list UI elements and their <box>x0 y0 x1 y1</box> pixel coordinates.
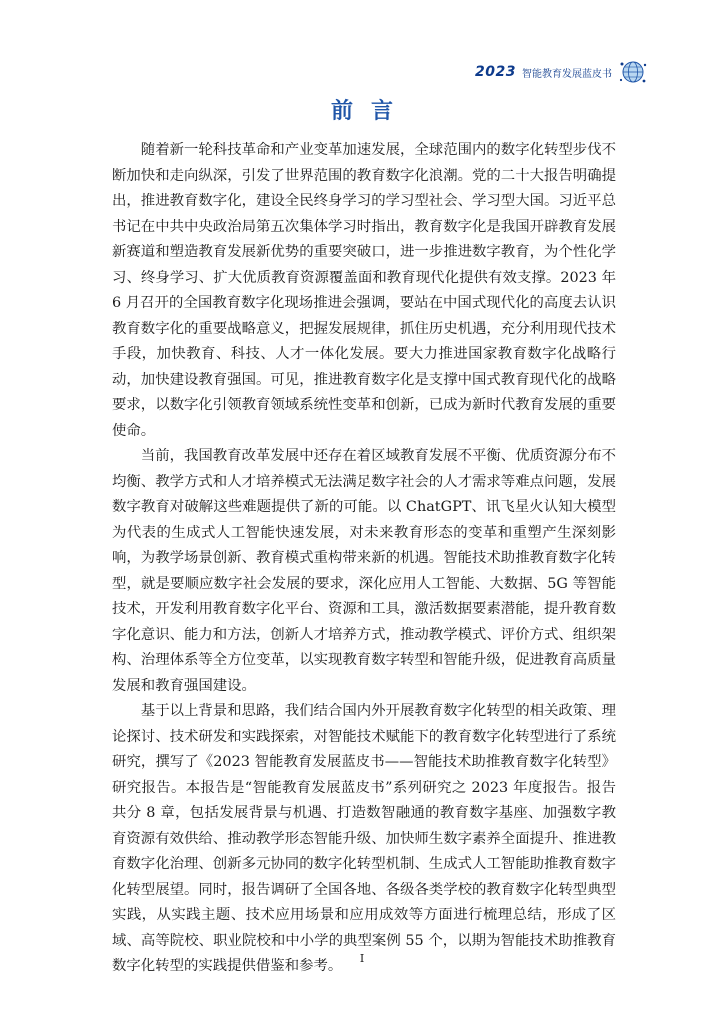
running-header <box>475 58 648 86</box>
globe-icon <box>618 59 648 85</box>
page-number: I <box>359 952 365 965</box>
page-title: 前言 <box>330 99 411 124</box>
paragraph: 当前，我国教育改革发展中还存在着区域教育发展不平衡、优质资源分布不均衡、教学方式和人才培养模式无法满足数字社会的人才需求等难点问题，发展数字教育对破解这些难题提供了新的可能。以 ChatGPT、讯飞星火认知大模型为代表的生成式人工智能快速发展，对未来教育形态的变革和重塑产生深刻影响，为教学场景创新、教育模式重构带来新的机遇。智能技术助推教育数字化转型，就是要顺应数字社会发展的要求，深化应用人工智能、大数据、5G 等智能技术，开发利用教育数字化平台、资源和工具，激活数据要素潜能，提升教育数字化意识、能力和方法，创新人才培养方式，推动教学模式、评价方式、组织架构、治理体系等全方位变革，以实现教育数字转型和智能升级，促进教育高质量发展和教育强国建设。 <box>112 448 616 694</box>
header-title: 智能教育发展蓝皮书 <box>522 68 612 80</box>
preface-body <box>112 138 616 980</box>
paragraph: 随着新一轮科技革命和产业变革加速发展，全球范围内的数字化转型步伐不断加快和走向纵深，引发了世界范围的教育数字化浪潮。党的二十大报告明确提出，推进教育数字化，建设全民终身学习的学习型社会、学习型大国。习近平总书记在中共中央政治局第五次集体学习时指出，教育数字化是我国开辟教育发展新赛道和塑造教育发展新优势的重要突破口，进一步推进数字教育，为个性化学习、终身学习、扩大优质教育资源覆盖面和教育现代化提供有效支撑。2023 年 6 月召开的全国教育数字化现场推进会强调，要站在中国式现代化的高度去认识教育数字化的重要战略意义，把握发展规律，抓住历史机遇，充分利用现代技术手段，加快教育、科技、人才一体化发展。要大力推进国家教育数字化战略行动，加快建设教育强国。可见，推进教育数字化是支撑中国式教育现代化的战略要求，以数字化引领教育领域系统性变革和创新，已成为新时代教育发展的重要使命。 <box>112 142 616 439</box>
paragraph: 基于以上背景和思路，我们结合国内外开展教育数字化转型的相关政策、理论探讨、技术研发和实践探索，对智能技术赋能下的教育数字化转型进行了系统研究，撰写了《2023 智能教育发展蓝皮书——智能技术助推教育数字化转型》研究报告。本报告是“智能教育发展蓝皮书”系列研究之 2023 年度报告。报告共分 8 章，包括发展背景与机遇、打造数智融通的教育数字基座、加强数字教育资源有效供给、推动教学形态智能升级、加快师生数字素养全面提升、推进教育数字化治理、创新多元协同的数字化转型机制、生成式人工智能助推教育数字化转型展望。同时，报告调研了全国各地、各级各类学校的教育数字化转型典型实践，从实践主题、技术应用场景和应用成效等方面进行梳理总结，形成了区域、高等院校、职业院校和中小学的典型案例 55 个，以期为智能技术助推教育数字化转型的实践提供借鉴和参考。 <box>112 703 616 974</box>
header-year: 2023 <box>475 64 516 80</box>
